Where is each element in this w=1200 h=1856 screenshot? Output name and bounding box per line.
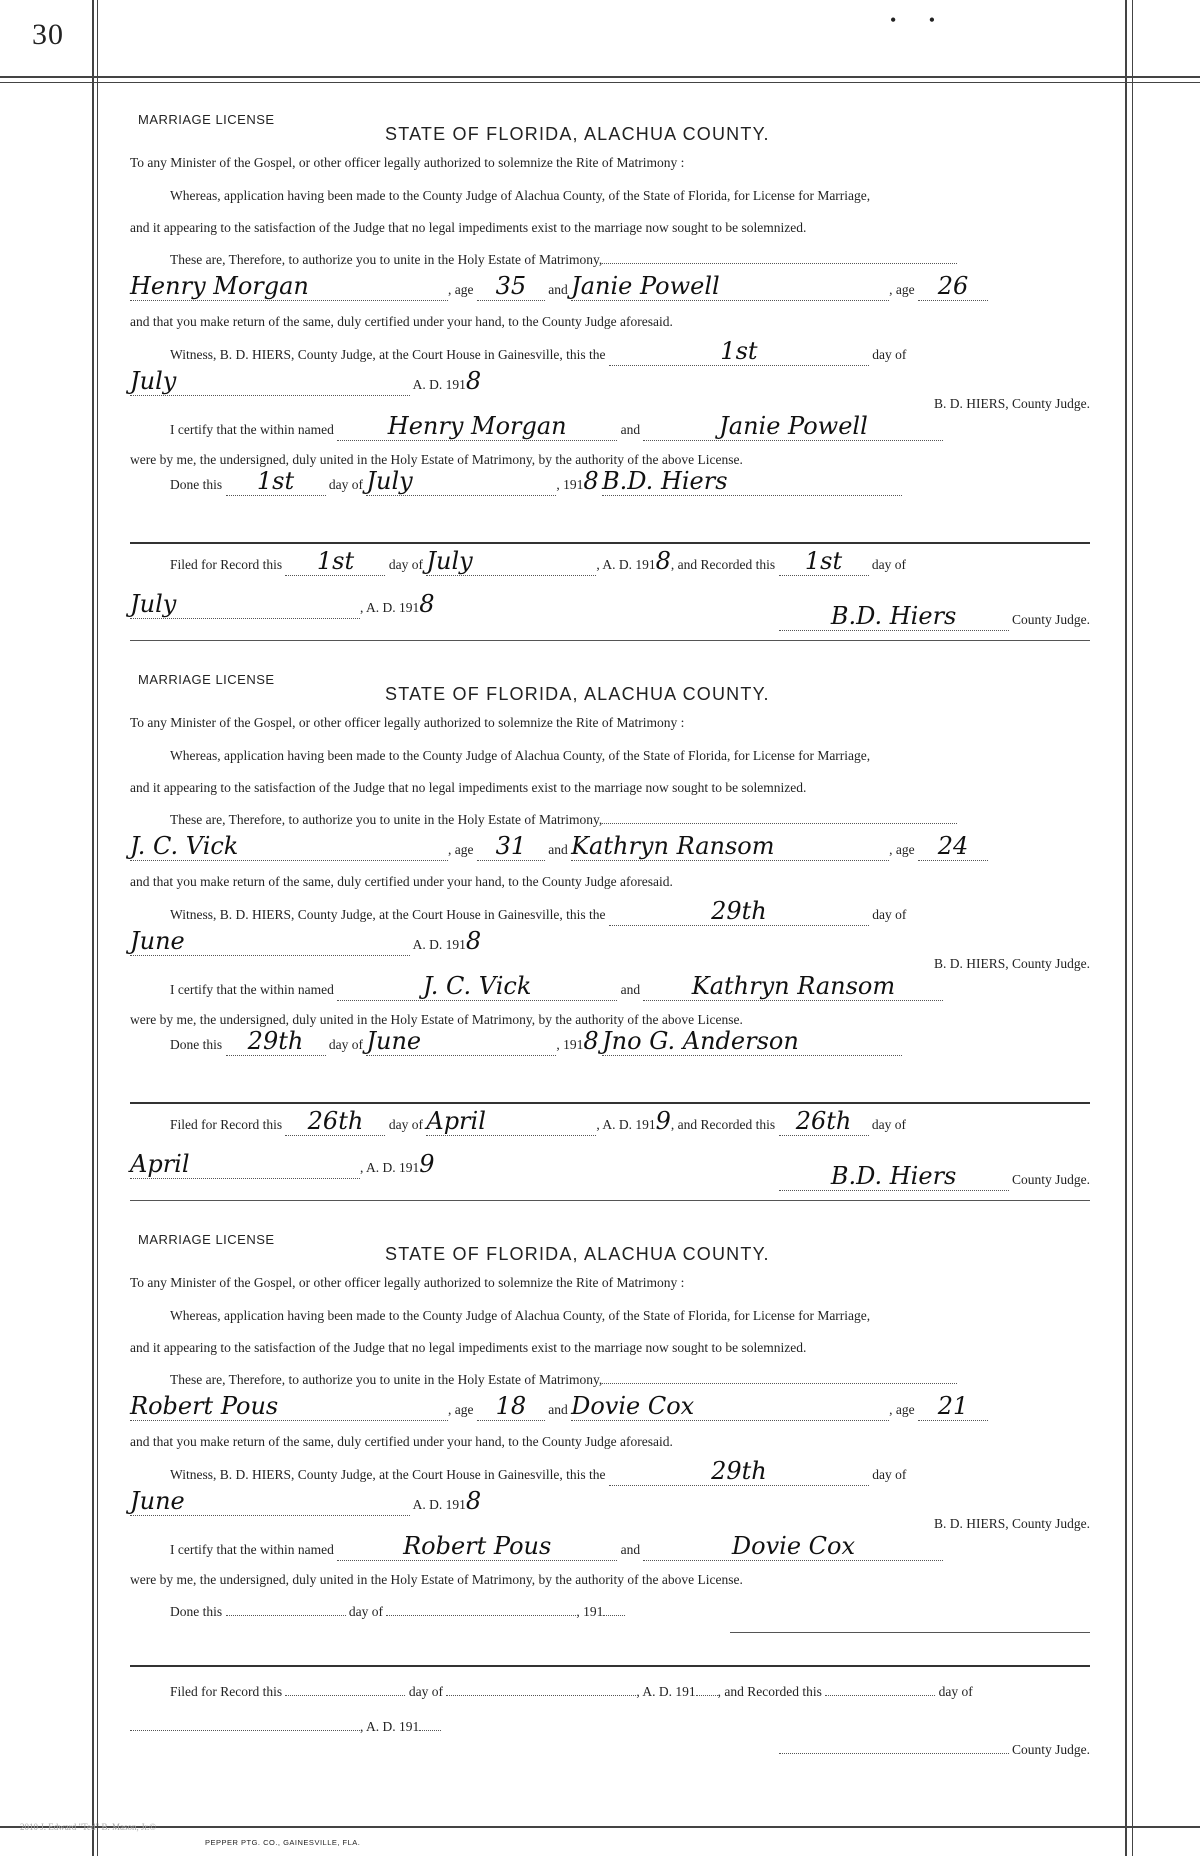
return-text: and that you make return of the same, duly certified under your hand, to the County Judge aforesaid.	[130, 874, 673, 889]
judge-signature	[779, 1753, 1009, 1754]
state-heading: STATE OF FLORIDA, ALACHUA COUNTY.	[385, 684, 770, 704]
margin-rule-left	[92, 0, 94, 1856]
license-end-rule	[130, 640, 1090, 641]
return-text: and that you make return of the same, duly certified under your hand, to the County Judge aforesaid.	[130, 1434, 673, 1449]
done-line: Done this 29th day of June , 1918 Jno G. Anderson	[170, 1027, 1090, 1056]
witness-line: Witness, B. D. HIERS, County Judge, at the Court House in Gainesville, this the 1st day of	[170, 337, 907, 365]
united-text: were by me, the undersigned, duly united in the Holy Estate of Matrimony, by the authority of the above License.	[130, 452, 743, 467]
copyright-watermark: 2010 J. Edward "Ted" B. Mason, Jr.©	[20, 1822, 157, 1832]
couple-line: Robert Pous , age 18 and Dovie Cox , age 21	[130, 1392, 1090, 1421]
section-divider	[130, 1665, 1090, 1667]
recorded-month-line: July , A. D. 1918	[130, 590, 435, 618]
witness-year: 8	[465, 927, 482, 955]
bride-age: 21	[918, 1392, 988, 1421]
witness-line: Witness, B. D. HIERS, County Judge, at the Court House in Gainesville, this the 29th day of	[170, 897, 907, 925]
whereas-text: Whereas, application having been made to the County Judge of Alachua County, of the State of Florida, for License for Marriage,	[170, 188, 871, 203]
license-3	[130, 1232, 1090, 1792]
judge-title: B. D. HIERS, County Judge.	[933, 956, 1090, 971]
officiant-signature: Jno G. Anderson	[602, 1027, 902, 1056]
done-day	[226, 1615, 346, 1616]
bride-name: Janie Powell	[571, 272, 889, 301]
filed-day: 1st	[285, 547, 385, 576]
witness-year: 8	[465, 1487, 482, 1515]
united-text: were by me, the undersigned, duly united in the Holy Estate of Matrimony, by the authority of the above License.	[130, 1012, 743, 1027]
done-year	[603, 1615, 625, 1616]
judge-signature: B.D. Hiers	[779, 602, 1009, 631]
corner-dots: • •	[890, 10, 950, 30]
witness-year: 8	[465, 367, 482, 395]
done-year: 8	[583, 467, 599, 495]
printer-imprint: PEPPER PTG. CO., GAINESVILLE, FLA.	[205, 1838, 361, 1847]
bride-name: Dovie Cox	[571, 1392, 889, 1421]
done-year: 8	[583, 1027, 599, 1055]
license-label: MARRIAGE LICENSE	[138, 672, 275, 687]
witness-month-line: June A. D. 1918	[130, 927, 482, 955]
certify-bride: Janie Powell	[643, 412, 943, 441]
state-heading: STATE OF FLORIDA, ALACHUA COUNTY.	[385, 1244, 770, 1264]
filed-month	[446, 1695, 636, 1696]
groom-name: Henry Morgan	[130, 272, 448, 301]
filed-day: 26th	[285, 1107, 385, 1136]
done-day: 29th	[226, 1027, 326, 1056]
witness-day: 29th	[609, 897, 869, 926]
certify-bride: Dovie Cox	[643, 1532, 943, 1561]
certify-line: I certify that the within named J. C. Vick and Kathryn Ransom	[170, 972, 1090, 1001]
recorded-day	[825, 1695, 935, 1696]
recorded-month	[130, 1730, 360, 1731]
filed-line: Filed for Record this 1st day of July , A. D. 1918, and Recorded this 1st day of	[170, 547, 907, 575]
salutation: To any Minister of the Gospel, or other officer legally authorized to solemnize the Rite of Matrimony :	[130, 155, 685, 170]
certify-groom: Henry Morgan	[337, 412, 617, 441]
bride-age: 26	[918, 272, 988, 301]
judge-title: B. D. HIERS, County Judge.	[933, 1516, 1090, 1531]
bride-name: Kathryn Ransom	[571, 832, 889, 861]
filed-month: July	[426, 547, 596, 576]
done-line: Done this day of , 191	[170, 1604, 1090, 1620]
appearing-text: and it appearing to the satisfaction of the Judge that no legal impediments exist to the marriage now sought to be solemnized.	[130, 780, 807, 795]
witness-month: June	[130, 1487, 410, 1516]
filed-year: 9	[655, 1107, 671, 1135]
margin-rule-right-inner	[1132, 0, 1133, 1856]
filed-line: Filed for Record this day of , A. D. 191 , and Recorded this day of	[170, 1684, 973, 1699]
witness-day: 29th	[609, 1457, 869, 1486]
recorded-day: 26th	[779, 1107, 869, 1136]
recorded-year: 8	[419, 590, 435, 618]
whereas-text: Whereas, application having been made to the County Judge of Alachua County, of the State of Florida, for License for Marriage,	[170, 1308, 871, 1323]
appearing-text: and it appearing to the satisfaction of the Judge that no legal impediments exist to the marriage now sought to be solemnized.	[130, 1340, 807, 1355]
couple-line: J. C. Vick , age 31 and Kathryn Ransom , age 24	[130, 832, 1090, 861]
signature-rule	[730, 1632, 1090, 1633]
judge-signature-line: B.D. Hiers County Judge.	[779, 1162, 1090, 1191]
appearing-text: and it appearing to the satisfaction of the Judge that no legal impediments exist to the marriage now sought to be solemnized.	[130, 220, 807, 235]
done-month: June	[366, 1027, 556, 1056]
judge-signature: B.D. Hiers	[779, 1162, 1009, 1191]
done-month	[386, 1615, 576, 1616]
groom-age: 18	[477, 1392, 545, 1421]
recorded-year: 9	[419, 1150, 435, 1178]
witness-month-line: July A. D. 1918	[130, 367, 482, 395]
certify-bride: Kathryn Ransom	[643, 972, 943, 1001]
recorded-year	[419, 1730, 441, 1731]
bride-age: 24	[918, 832, 988, 861]
groom-name: Robert Pous	[130, 1392, 448, 1421]
judge-signature-line: B.D. Hiers County Judge.	[779, 602, 1090, 631]
groom-name: J. C. Vick	[130, 832, 448, 861]
certify-groom: Robert Pous	[337, 1532, 617, 1561]
margin-rule-left-inner	[97, 0, 98, 1856]
state-heading: STATE OF FLORIDA, ALACHUA COUNTY.	[385, 124, 770, 144]
authorize-text: These are, Therefore, to authorize you to unite in the Holy Estate of Matrimony,	[170, 252, 1090, 268]
officiant-signature: B.D. Hiers	[602, 467, 902, 496]
page-number: 30	[32, 18, 64, 51]
license-2	[130, 672, 1090, 1202]
recorded-month: July	[130, 590, 360, 619]
witness-month: June	[130, 927, 410, 956]
judge-title: B. D. HIERS, County Judge.	[933, 396, 1090, 411]
groom-age: 35	[477, 272, 545, 301]
filed-line: Filed for Record this 26th day of April , A. D. 1919, and Recorded this 26th day of	[170, 1107, 907, 1135]
margin-rule-top	[0, 76, 1200, 78]
certify-groom: J. C. Vick	[337, 972, 617, 1001]
filed-year	[696, 1695, 718, 1696]
margin-rule-top-inner	[0, 82, 1200, 83]
witness-month-line: June A. D. 1918	[130, 1487, 482, 1515]
recorded-month-line: April , A. D. 1919	[130, 1150, 435, 1178]
license-1	[130, 112, 1090, 642]
recorded-month: April	[130, 1150, 360, 1179]
filed-day	[285, 1695, 405, 1696]
authorize-text: These are, Therefore, to authorize you to unite in the Holy Estate of Matrimony,	[170, 1372, 1090, 1388]
witness-day: 1st	[609, 337, 869, 366]
couple-line: Henry Morgan , age 35 and Janie Powell , age 26	[130, 272, 1090, 301]
certify-line: I certify that the within named Robert Pous and Dovie Cox	[170, 1532, 1090, 1561]
salutation: To any Minister of the Gospel, or other officer legally authorized to solemnize the Rite of Matrimony :	[130, 1275, 685, 1290]
done-line: Done this 1st day of July , 1918 B.D. Hiers	[170, 467, 1090, 496]
recorded-month-line: , A. D. 191	[130, 1719, 1090, 1735]
license-end-rule	[130, 1200, 1090, 1201]
section-divider	[130, 1102, 1090, 1104]
recorded-day: 1st	[779, 547, 869, 576]
witness-line: Witness, B. D. HIERS, County Judge, at the Court House in Gainesville, this the 29th day of	[170, 1457, 907, 1485]
judge-signature-line: County Judge.	[779, 1742, 1090, 1758]
filed-year: 8	[655, 547, 671, 575]
license-label: MARRIAGE LICENSE	[138, 1232, 275, 1247]
groom-age: 31	[477, 832, 545, 861]
authorize-text: These are, Therefore, to authorize you to unite in the Holy Estate of Matrimony,	[170, 812, 1090, 828]
whereas-text: Whereas, application having been made to the County Judge of Alachua County, of the State of Florida, for License for Marriage,	[170, 748, 871, 763]
return-text: and that you make return of the same, duly certified under your hand, to the County Judge aforesaid.	[130, 314, 673, 329]
certify-line: I certify that the within named Henry Morgan and Janie Powell	[170, 412, 1090, 441]
done-month: July	[366, 467, 556, 496]
section-divider	[130, 542, 1090, 544]
margin-rule-bottom	[0, 1826, 1200, 1828]
filed-month: April	[426, 1107, 596, 1136]
salutation: To any Minister of the Gospel, or other officer legally authorized to solemnize the Rite of Matrimony :	[130, 715, 685, 730]
margin-rule-right	[1125, 0, 1127, 1856]
united-text: were by me, the undersigned, duly united in the Holy Estate of Matrimony, by the authority of the above License.	[130, 1572, 743, 1587]
done-day: 1st	[226, 467, 326, 496]
witness-month: July	[130, 367, 410, 396]
license-label: MARRIAGE LICENSE	[138, 112, 275, 127]
